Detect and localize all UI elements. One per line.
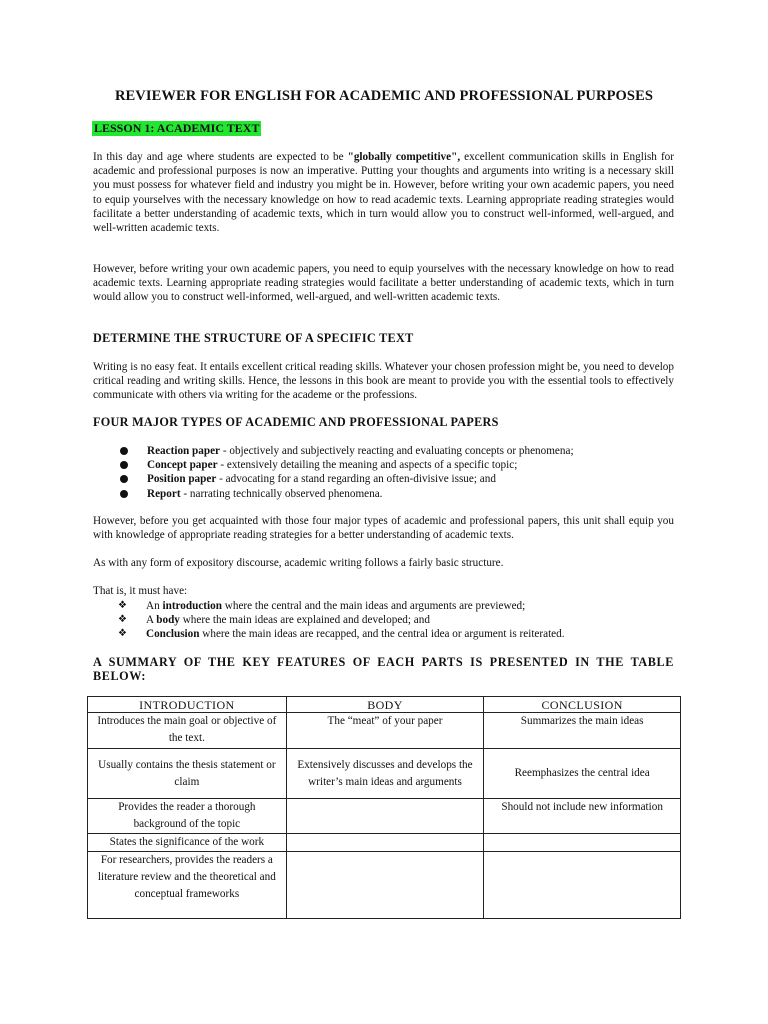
item-text: where the main ideas are recapped, and the central idea or argument is reiterated. (199, 628, 565, 641)
heading-paper-types: FOUR MAJOR TYPES OF ACADEMIC AND PROFESSIONAL PAPERS (93, 415, 499, 429)
list-item (118, 487, 574, 501)
column-header-introduction: INTRODUCTION (88, 697, 287, 713)
table-cell (484, 852, 681, 919)
table-cell: Extensively discusses and develops the writer’s main ideas and arguments (286, 749, 484, 799)
bullet-icon (120, 490, 128, 498)
heading-determine-structure: DETERMINE THE STRUCTURE OF A SPECIFIC TEXT (93, 331, 414, 345)
intro-paragraph (93, 150, 674, 235)
item-term: body (156, 614, 180, 627)
bullet-icon (120, 475, 128, 483)
paper-type-desc: - narrating technically observed phenomena. (180, 487, 383, 500)
diamond-bullet-icon: ❖ (118, 600, 127, 611)
list-item (118, 472, 574, 486)
paragraph-3: Writing is no easy feat. It entails excellent critical reading skills. Whatever your chosen profession might be, you need to develop critical reading and writing skills. Hence, the lessons in this book are meant to provide you with the essential tools to effectively communicate with others via writing for the academe or the professions. (93, 361, 674, 402)
column-header-body: BODY (286, 697, 484, 713)
paragraph-5: As with any form of expository discourse, academic writing follows a fairly basic structure. (93, 557, 504, 569)
table-cell (286, 834, 484, 852)
paragraph-6: That is, it must have: (93, 585, 188, 597)
paragraph-2: However, before writing your own academic papers, you need to equip yourselves with the necessary knowledge on how to read academic texts. Learning appropriate reading strategies would facilitate a better understanding of academic texts, which in turn would allow you to construct well-informed, well-argued, and well-written academic texts. (93, 263, 674, 304)
paper-type-term: Reaction paper (147, 445, 221, 457)
document-title: REVIEWER FOR ENGLISH FOR ACADEMIC AND PROFESSIONAL PURPOSES (114, 88, 654, 104)
paper-type-term: Report (147, 487, 181, 500)
table-cell: Provides the reader a thorough background of the topic (88, 799, 287, 834)
table-cell (286, 799, 484, 834)
list-item (118, 599, 565, 613)
paragraph-4: However, before you get acquainted with those four major types of academic and professional papers, this unit shall equip you with knowledge of appropriate reading strategies for a better understanding of academic texts. (93, 515, 674, 542)
table-cell: States the significance of the work (88, 834, 287, 852)
diamond-bullet-icon: ❖ (118, 628, 127, 640)
list-item (118, 444, 574, 458)
table-row (88, 799, 681, 834)
item-text: where the main ideas are explained and developed; and (179, 614, 430, 627)
paper-type-term: Concept paper (147, 459, 218, 472)
lesson-heading: LESSON 1: ACADEMIC TEXT (94, 121, 260, 135)
item-term: introduction (162, 600, 222, 612)
paper-type-desc: - advocating for a stand regarding an often-divisive issue; and (216, 473, 496, 486)
intro-text-end: excellent communication skills in English for academic and professional purposes is now an imperative. Putting your thoughts and arguments into writing is a necessary skill you must possess for whatever field and industry you might be in. However, before writing your own academic papers, you need to equip yourselves with the necessary knowledge on how to read academic texts. Learning appropriate reading strategies would facilitate a better understanding of academic texts, which in turn would allow you to construct well-informed, well-argued, and well-written academic texts. (93, 151, 675, 235)
table-row (88, 852, 681, 919)
column-header-conclusion: CONCLUSION (484, 697, 681, 713)
table-cell (484, 834, 681, 852)
table-cell: Introduces the main goal or objective of the text. (88, 713, 287, 749)
paper-type-term: Position paper (147, 473, 217, 486)
table-row (88, 713, 681, 749)
paper-type-desc: - objectively and subjectively reacting and evaluating concepts or phenomena; (220, 445, 574, 457)
table-header-row (88, 697, 681, 713)
table-cell: Summarizes the main ideas (484, 713, 681, 749)
item-prefix: A (146, 614, 157, 627)
table-cell: For researchers, provides the readers a literature review and the theoretical and conceptual frameworks (88, 852, 287, 919)
table-cell: The “meat” of your paper (286, 713, 484, 749)
table-cell: Reemphasizes the central idea (484, 749, 681, 799)
table-cell: Usually contains the thesis statement or claim (88, 749, 287, 799)
bullet-icon (120, 461, 128, 469)
table-cell: Should not include new information (484, 799, 681, 834)
item-prefix: An (146, 600, 163, 612)
paper-types-list (118, 444, 574, 501)
structure-list (118, 599, 565, 642)
list-item (118, 458, 574, 472)
list-item (118, 627, 565, 641)
bullet-icon (120, 447, 128, 455)
table-row (88, 834, 681, 852)
paper-type-desc: - extensively detailing the meaning and aspects of a specific topic; (217, 459, 518, 472)
summary-heading: A SUMMARY OF THE KEY FEATURES OF EACH PARTS IS PRESENTED IN THE TABLE BELOW: (93, 655, 674, 683)
features-table (87, 696, 681, 919)
table-row (88, 749, 681, 799)
diamond-bullet-icon: ❖ (118, 614, 127, 626)
list-item (118, 613, 565, 627)
intro-text-start: In this day and age where students are expected to be (93, 151, 348, 163)
table-cell (286, 852, 484, 919)
intro-bold-phrase: "globally competitive", (347, 151, 461, 163)
item-text: where the central and the main ideas and arguments are previewed; (221, 600, 526, 612)
item-term: Conclusion (146, 628, 200, 641)
